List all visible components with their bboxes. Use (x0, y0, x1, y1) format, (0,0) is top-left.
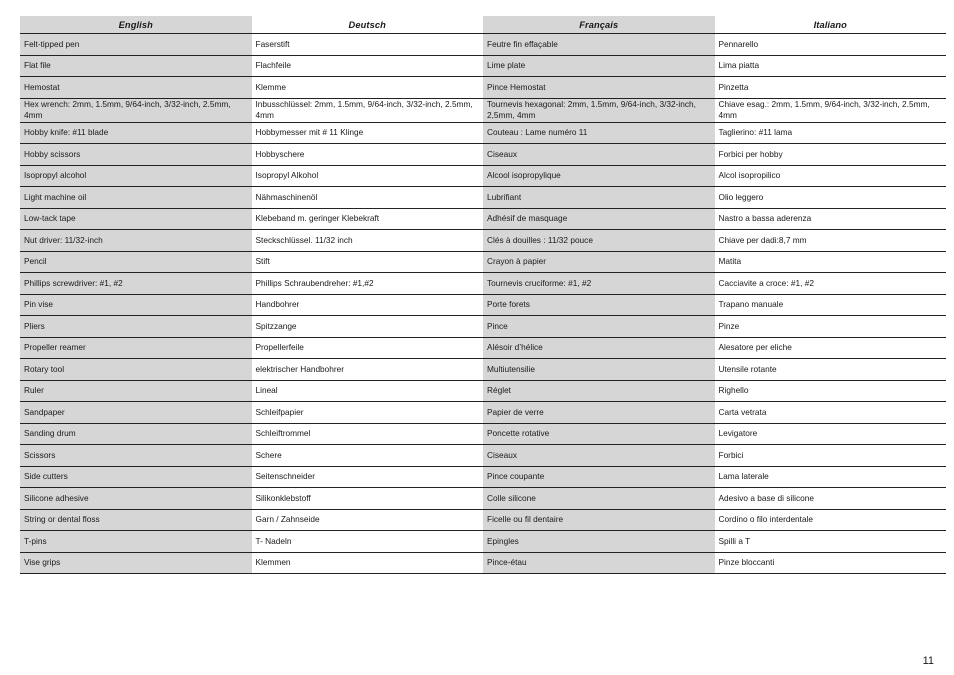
cell-english: Ruler (20, 380, 252, 402)
cell-english: T-pins (20, 531, 252, 553)
cell-deutsch: Silikonklebstoff (252, 488, 484, 510)
table-row (20, 337, 946, 359)
table-row (20, 187, 946, 209)
cell-english: Low-tack tape (20, 208, 252, 230)
cell-english: Hobby scissors (20, 144, 252, 166)
cell-deutsch: Schere (252, 445, 484, 467)
cell-deutsch: Isopropyl Alkohol (252, 165, 484, 187)
cell-deutsch: Klemme (252, 77, 484, 99)
cell-deutsch: Schleiftrommel (252, 423, 484, 445)
cell-italiano: Matita (715, 251, 947, 273)
cell-francais: Tournevis cruciforme: #1, #2 (483, 273, 715, 295)
cell-english: Flat file (20, 55, 252, 77)
cell-deutsch: Klebeband m. geringer Klebekraft (252, 208, 484, 230)
cell-deutsch: Nähmaschinenöl (252, 187, 484, 209)
cell-deutsch: elektrischer Handbohrer (252, 359, 484, 381)
cell-italiano: Chiave esag.: 2mm, 1.5mm, 9/64-inch, 3/32-inch, 2.5mm, 4mm (715, 98, 947, 122)
cell-deutsch: Faserstift (252, 34, 484, 56)
table-row (20, 380, 946, 402)
table-row (20, 488, 946, 510)
header-row (20, 16, 946, 34)
cell-italiano: Nastro a bassa aderenza (715, 208, 947, 230)
table-row (20, 251, 946, 273)
cell-english: Phillips screwdriver: #1, #2 (20, 273, 252, 295)
cell-francais: Pince (483, 316, 715, 338)
cell-deutsch: Seitenschneider (252, 466, 484, 488)
cell-francais: Couteau : Lame numéro 11 (483, 122, 715, 144)
table-row (20, 165, 946, 187)
cell-francais: Réglet (483, 380, 715, 402)
cell-deutsch: Handbohrer (252, 294, 484, 316)
cell-italiano: Pinzetta (715, 77, 947, 99)
cell-italiano: Pennarello (715, 34, 947, 56)
cell-italiano: Forbici (715, 445, 947, 467)
page-number: 11 (922, 655, 934, 667)
cell-english: Nut driver: 11/32-inch (20, 230, 252, 252)
cell-italiano: Cordino o filo interdentale (715, 509, 947, 531)
table-row (20, 55, 946, 77)
cell-italiano: Lama laterale (715, 466, 947, 488)
cell-deutsch: Garn / Zahnseide (252, 509, 484, 531)
cell-deutsch: Stift (252, 251, 484, 273)
cell-deutsch: Lineal (252, 380, 484, 402)
table-row (20, 531, 946, 553)
cell-francais: Lubrifiant (483, 187, 715, 209)
table-row (20, 316, 946, 338)
cell-deutsch: Phillips Schraubendreher: #1,#2 (252, 273, 484, 295)
cell-italiano: Alesatore per eliche (715, 337, 947, 359)
cell-italiano: Olio leggero (715, 187, 947, 209)
cell-deutsch: Flachfeile (252, 55, 484, 77)
table-row (20, 423, 946, 445)
cell-english: Pliers (20, 316, 252, 338)
cell-francais: Clés à douilles : 11/32 pouce (483, 230, 715, 252)
cell-francais: Alésoir d’hélice (483, 337, 715, 359)
cell-francais: Multiutensilie (483, 359, 715, 381)
cell-italiano: Carta vetrata (715, 402, 947, 424)
cell-francais: Colle silicone (483, 488, 715, 510)
cell-francais: Ciseaux (483, 144, 715, 166)
cell-english: Rotary tool (20, 359, 252, 381)
cell-francais: Lime plate (483, 55, 715, 77)
cell-francais: Ciseaux (483, 445, 715, 467)
cell-francais: Pince Hemostat (483, 77, 715, 99)
table-row (20, 294, 946, 316)
table-row (20, 98, 946, 122)
cell-english: String or dental floss (20, 509, 252, 531)
cell-francais: Porte forets (483, 294, 715, 316)
cell-deutsch: T- Nadeln (252, 531, 484, 553)
table-row (20, 466, 946, 488)
cell-italiano: Pinze (715, 316, 947, 338)
table-row (20, 359, 946, 381)
cell-english: Scissors (20, 445, 252, 467)
cell-francais: Epingles (483, 531, 715, 553)
header-francais: Français (483, 16, 715, 34)
table-row (20, 230, 946, 252)
cell-english: Felt-tipped pen (20, 34, 252, 56)
cell-francais: Pince coupante (483, 466, 715, 488)
cell-deutsch: Inbusschlüssel: 2mm, 1.5mm, 9/64-inch, 3/32-inch, 2.5mm, 4mm (252, 98, 484, 122)
cell-francais: Tournevis hexagonal: 2mm, 1.5mm, 9/64-inch, 3/32-inch, 2,5mm, 4mm (483, 98, 715, 122)
cell-english: Sanding drum (20, 423, 252, 445)
cell-english: Sandpaper (20, 402, 252, 424)
cell-italiano: Spilli a T (715, 531, 947, 553)
cell-francais: Crayon à papier (483, 251, 715, 273)
header-english: English (20, 16, 252, 34)
tool-translation-table (20, 16, 946, 574)
table-row (20, 273, 946, 295)
cell-deutsch: Klemmen (252, 552, 484, 574)
cell-english: Silicone adhesive (20, 488, 252, 510)
table-row (20, 34, 946, 56)
cell-italiano: Adesivo a base di silicone (715, 488, 947, 510)
cell-italiano: Trapano manuale (715, 294, 947, 316)
header-deutsch: Deutsch (252, 16, 484, 34)
cell-english: Hobby knife: #11 blade (20, 122, 252, 144)
cell-francais: Papier de verre (483, 402, 715, 424)
cell-deutsch: Steckschlüssel. 11/32 inch (252, 230, 484, 252)
cell-francais: Adhésif de masquage (483, 208, 715, 230)
table-row (20, 509, 946, 531)
cell-english: Pencil (20, 251, 252, 273)
cell-english: Isopropyl alcohol (20, 165, 252, 187)
cell-english: Propeller reamer (20, 337, 252, 359)
table-row (20, 77, 946, 99)
cell-deutsch: Hobbymesser mit # 11 Klinge (252, 122, 484, 144)
table-row (20, 144, 946, 166)
cell-english: Pin vise (20, 294, 252, 316)
cell-italiano: Taglierino: #11 lama (715, 122, 947, 144)
cell-english: Hemostat (20, 77, 252, 99)
cell-francais: Pince-étau (483, 552, 715, 574)
cell-italiano: Levigatore (715, 423, 947, 445)
cell-italiano: Utensile rotante (715, 359, 947, 381)
cell-italiano: Pinze bloccanti (715, 552, 947, 574)
table-row (20, 445, 946, 467)
cell-francais: Feutre fin effaçable (483, 34, 715, 56)
cell-english: Hex wrench: 2mm, 1.5mm, 9/64-inch, 3/32-inch, 2.5mm, 4mm (20, 98, 252, 122)
cell-english: Light machine oil (20, 187, 252, 209)
cell-italiano: Righello (715, 380, 947, 402)
cell-italiano: Alcol isopropilico (715, 165, 947, 187)
table-row (20, 122, 946, 144)
header-italiano: Italiano (715, 16, 947, 34)
cell-english: Side cutters (20, 466, 252, 488)
table-row (20, 402, 946, 424)
cell-italiano: Forbici per hobby (715, 144, 947, 166)
cell-francais: Poncette rotative (483, 423, 715, 445)
cell-italiano: Chiave per dadi:8,7 mm (715, 230, 947, 252)
cell-deutsch: Spitzzange (252, 316, 484, 338)
cell-italiano: Cacciavite a croce: #1, #2 (715, 273, 947, 295)
cell-english: Vise grips (20, 552, 252, 574)
cell-italiano: Lima piatta (715, 55, 947, 77)
cell-francais: Ficelle ou fil dentaire (483, 509, 715, 531)
cell-francais: Alcool isopropylique (483, 165, 715, 187)
cell-deutsch: Schleifpapier (252, 402, 484, 424)
cell-deutsch: Propellerfeile (252, 337, 484, 359)
table-row (20, 552, 946, 574)
table-row (20, 208, 946, 230)
cell-deutsch: Hobbyschere (252, 144, 484, 166)
